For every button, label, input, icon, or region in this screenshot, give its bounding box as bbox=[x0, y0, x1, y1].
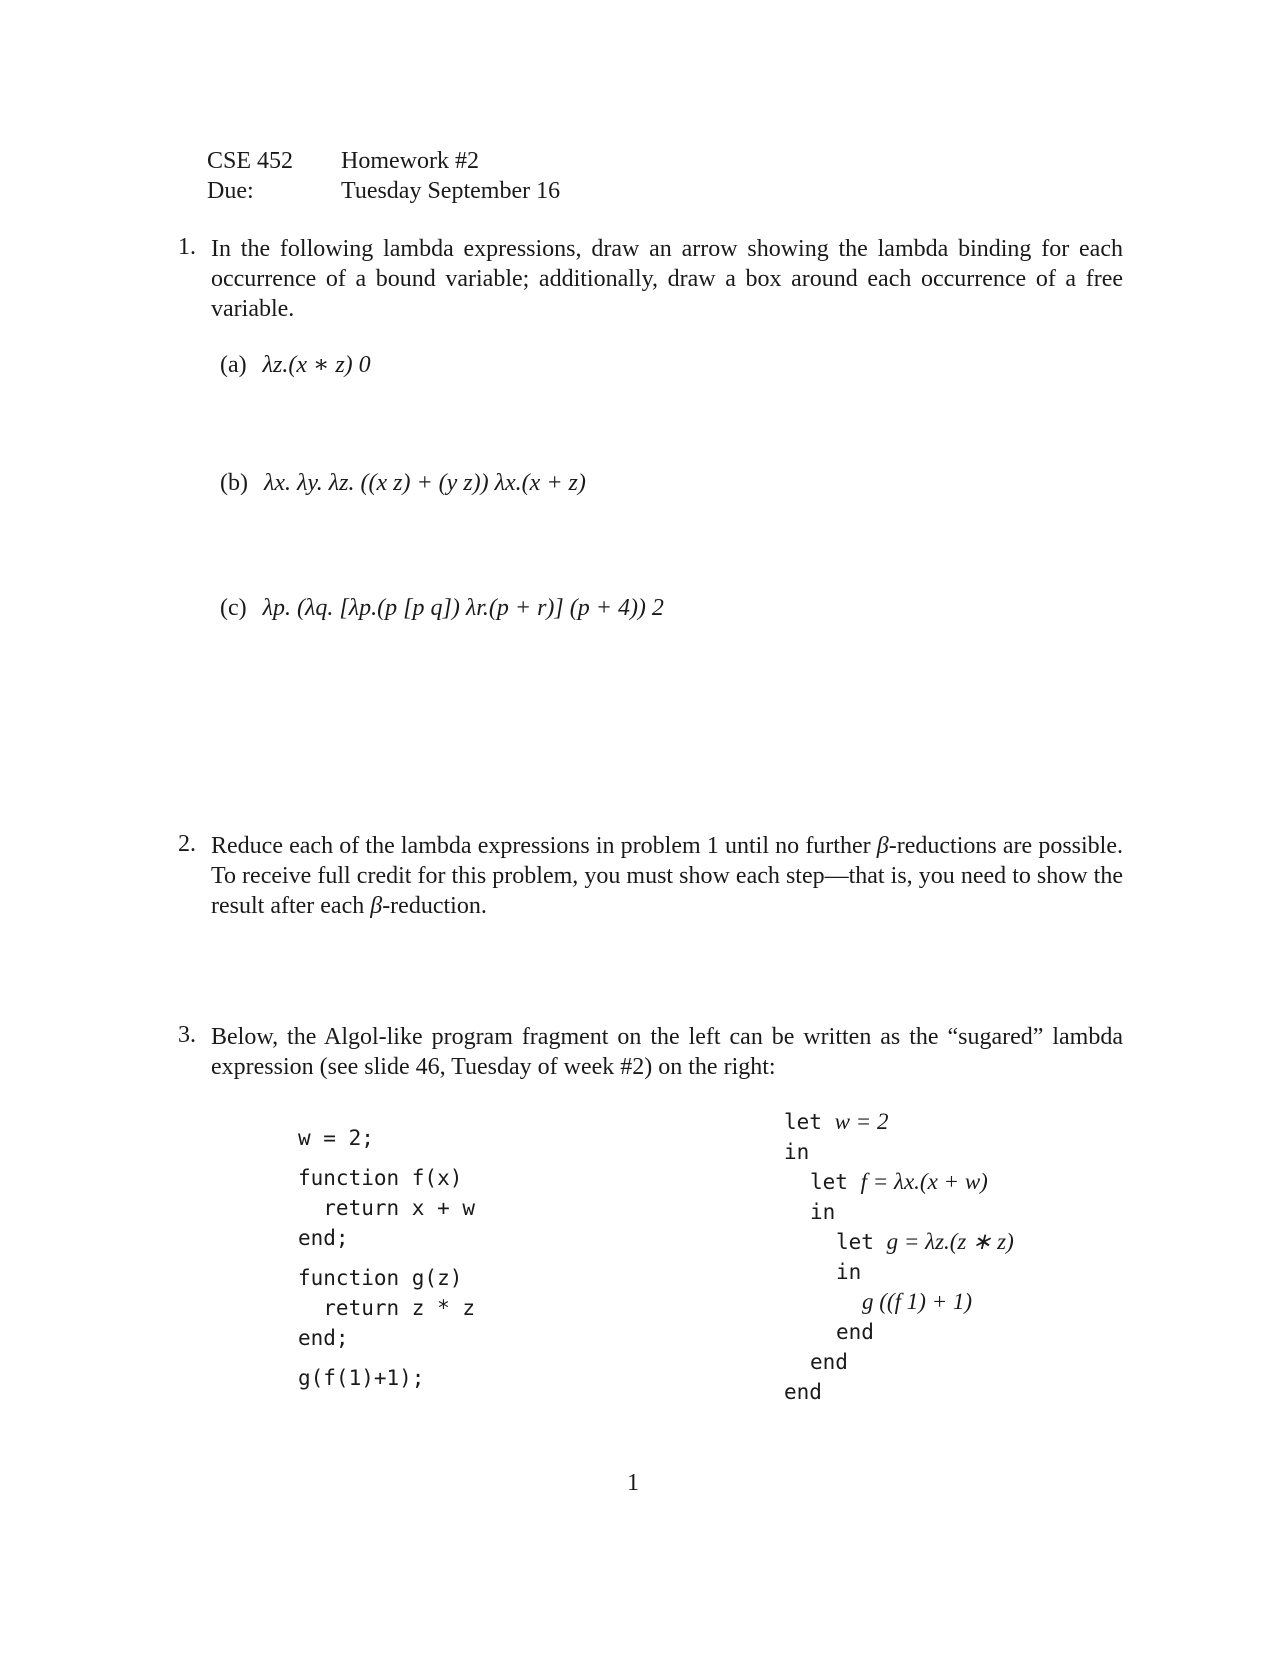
page-number: 1 bbox=[627, 1470, 639, 1496]
code-line bbox=[298, 1153, 475, 1163]
let-g-binding: g = λz.(z ∗ z) bbox=[886, 1229, 1014, 1254]
let-f-line bbox=[784, 1167, 1014, 1197]
let-g-line bbox=[784, 1227, 1014, 1257]
in-keyword: in bbox=[810, 1200, 836, 1224]
let-keyword: let bbox=[784, 1110, 822, 1134]
code-line: g(f(1)+1); bbox=[298, 1366, 425, 1390]
expression-a-body: λz.(x ∗ z) 0 bbox=[262, 352, 371, 378]
problem-1-text: In the following lambda expressions, draw an arrow showing the lambda binding for each occurrence of a bound variable; additionally, draw a box around each occurrence of a free variable. bbox=[211, 236, 1123, 322]
due-label: Due: bbox=[207, 178, 254, 204]
let-f-binding: f = λx.(x + w) bbox=[860, 1169, 988, 1194]
code-line: function g(z) bbox=[298, 1266, 463, 1290]
expression-c-label: (c) bbox=[220, 595, 247, 621]
beta-symbol: β bbox=[370, 893, 383, 919]
code-line: end; bbox=[298, 1226, 349, 1250]
in-keyword: in bbox=[836, 1260, 862, 1284]
problem-2-text bbox=[211, 831, 1123, 921]
expression-c bbox=[220, 595, 664, 622]
let-keyword: let bbox=[836, 1230, 874, 1254]
code-line: return x + w bbox=[298, 1196, 476, 1220]
expression-a bbox=[220, 350, 371, 379]
in-line bbox=[784, 1257, 1014, 1287]
in-line bbox=[784, 1137, 1014, 1167]
lambda-code-block bbox=[784, 1107, 1014, 1407]
problem-3-text: Below, the Algol-like program fragment on the left can be written as the “sugared” lambda expression (see slide 46, Tuesday of week #2) on the right: bbox=[211, 1024, 1123, 1080]
end-line bbox=[784, 1377, 1014, 1407]
let-w-line bbox=[784, 1107, 1014, 1137]
problem-2-number: 2. bbox=[178, 831, 196, 857]
end-line bbox=[784, 1347, 1014, 1377]
problem-1-number: 1. bbox=[178, 234, 196, 260]
problem-3-number: 3. bbox=[178, 1022, 196, 1048]
code-line: function f(x) bbox=[298, 1166, 463, 1190]
end-keyword: end bbox=[784, 1380, 822, 1404]
code-line: end; bbox=[298, 1326, 349, 1350]
problem-2-text-part2: -reductions are possible. To receive full credit for this problem, you must show each step—that is, you need to show the result after each bbox=[211, 833, 1123, 919]
in-line bbox=[784, 1197, 1014, 1227]
algol-code-block bbox=[298, 1123, 475, 1393]
problem-2-text-part1: Reduce each of the lambda expressions in problem 1 until no further bbox=[211, 833, 877, 859]
in-keyword: in bbox=[784, 1140, 810, 1164]
beta-symbol: β bbox=[876, 833, 889, 859]
let-w-binding: w = 2 bbox=[834, 1109, 889, 1134]
problem-2-text-part3: -reduction. bbox=[382, 893, 487, 919]
let-keyword: let bbox=[810, 1170, 848, 1194]
code-line: return z * z bbox=[298, 1296, 476, 1320]
body-line bbox=[784, 1287, 1014, 1317]
end-line bbox=[784, 1317, 1014, 1347]
homework-title: Homework #2 bbox=[341, 148, 479, 174]
due-date: Tuesday September 16 bbox=[341, 178, 561, 204]
code-line: w = 2; bbox=[298, 1126, 374, 1150]
expression-b bbox=[220, 470, 586, 497]
end-keyword: end bbox=[810, 1350, 848, 1374]
expression-b-body: λx. λy. λz. ((x z) + (y z)) λx.(x + z) bbox=[263, 470, 586, 496]
expression-a-label: (a) bbox=[220, 352, 247, 378]
expression-c-body: λp. (λq. [λp.(p [p q]) λr.(p + r)] (p + 4)) 2 bbox=[262, 595, 664, 621]
code-line bbox=[298, 1353, 475, 1363]
application-body: g ((f 1) + 1) bbox=[862, 1289, 973, 1314]
expression-b-label: (b) bbox=[220, 470, 248, 496]
end-keyword: end bbox=[836, 1320, 874, 1344]
code-line bbox=[298, 1253, 475, 1263]
course-code: CSE 452 bbox=[207, 148, 294, 174]
